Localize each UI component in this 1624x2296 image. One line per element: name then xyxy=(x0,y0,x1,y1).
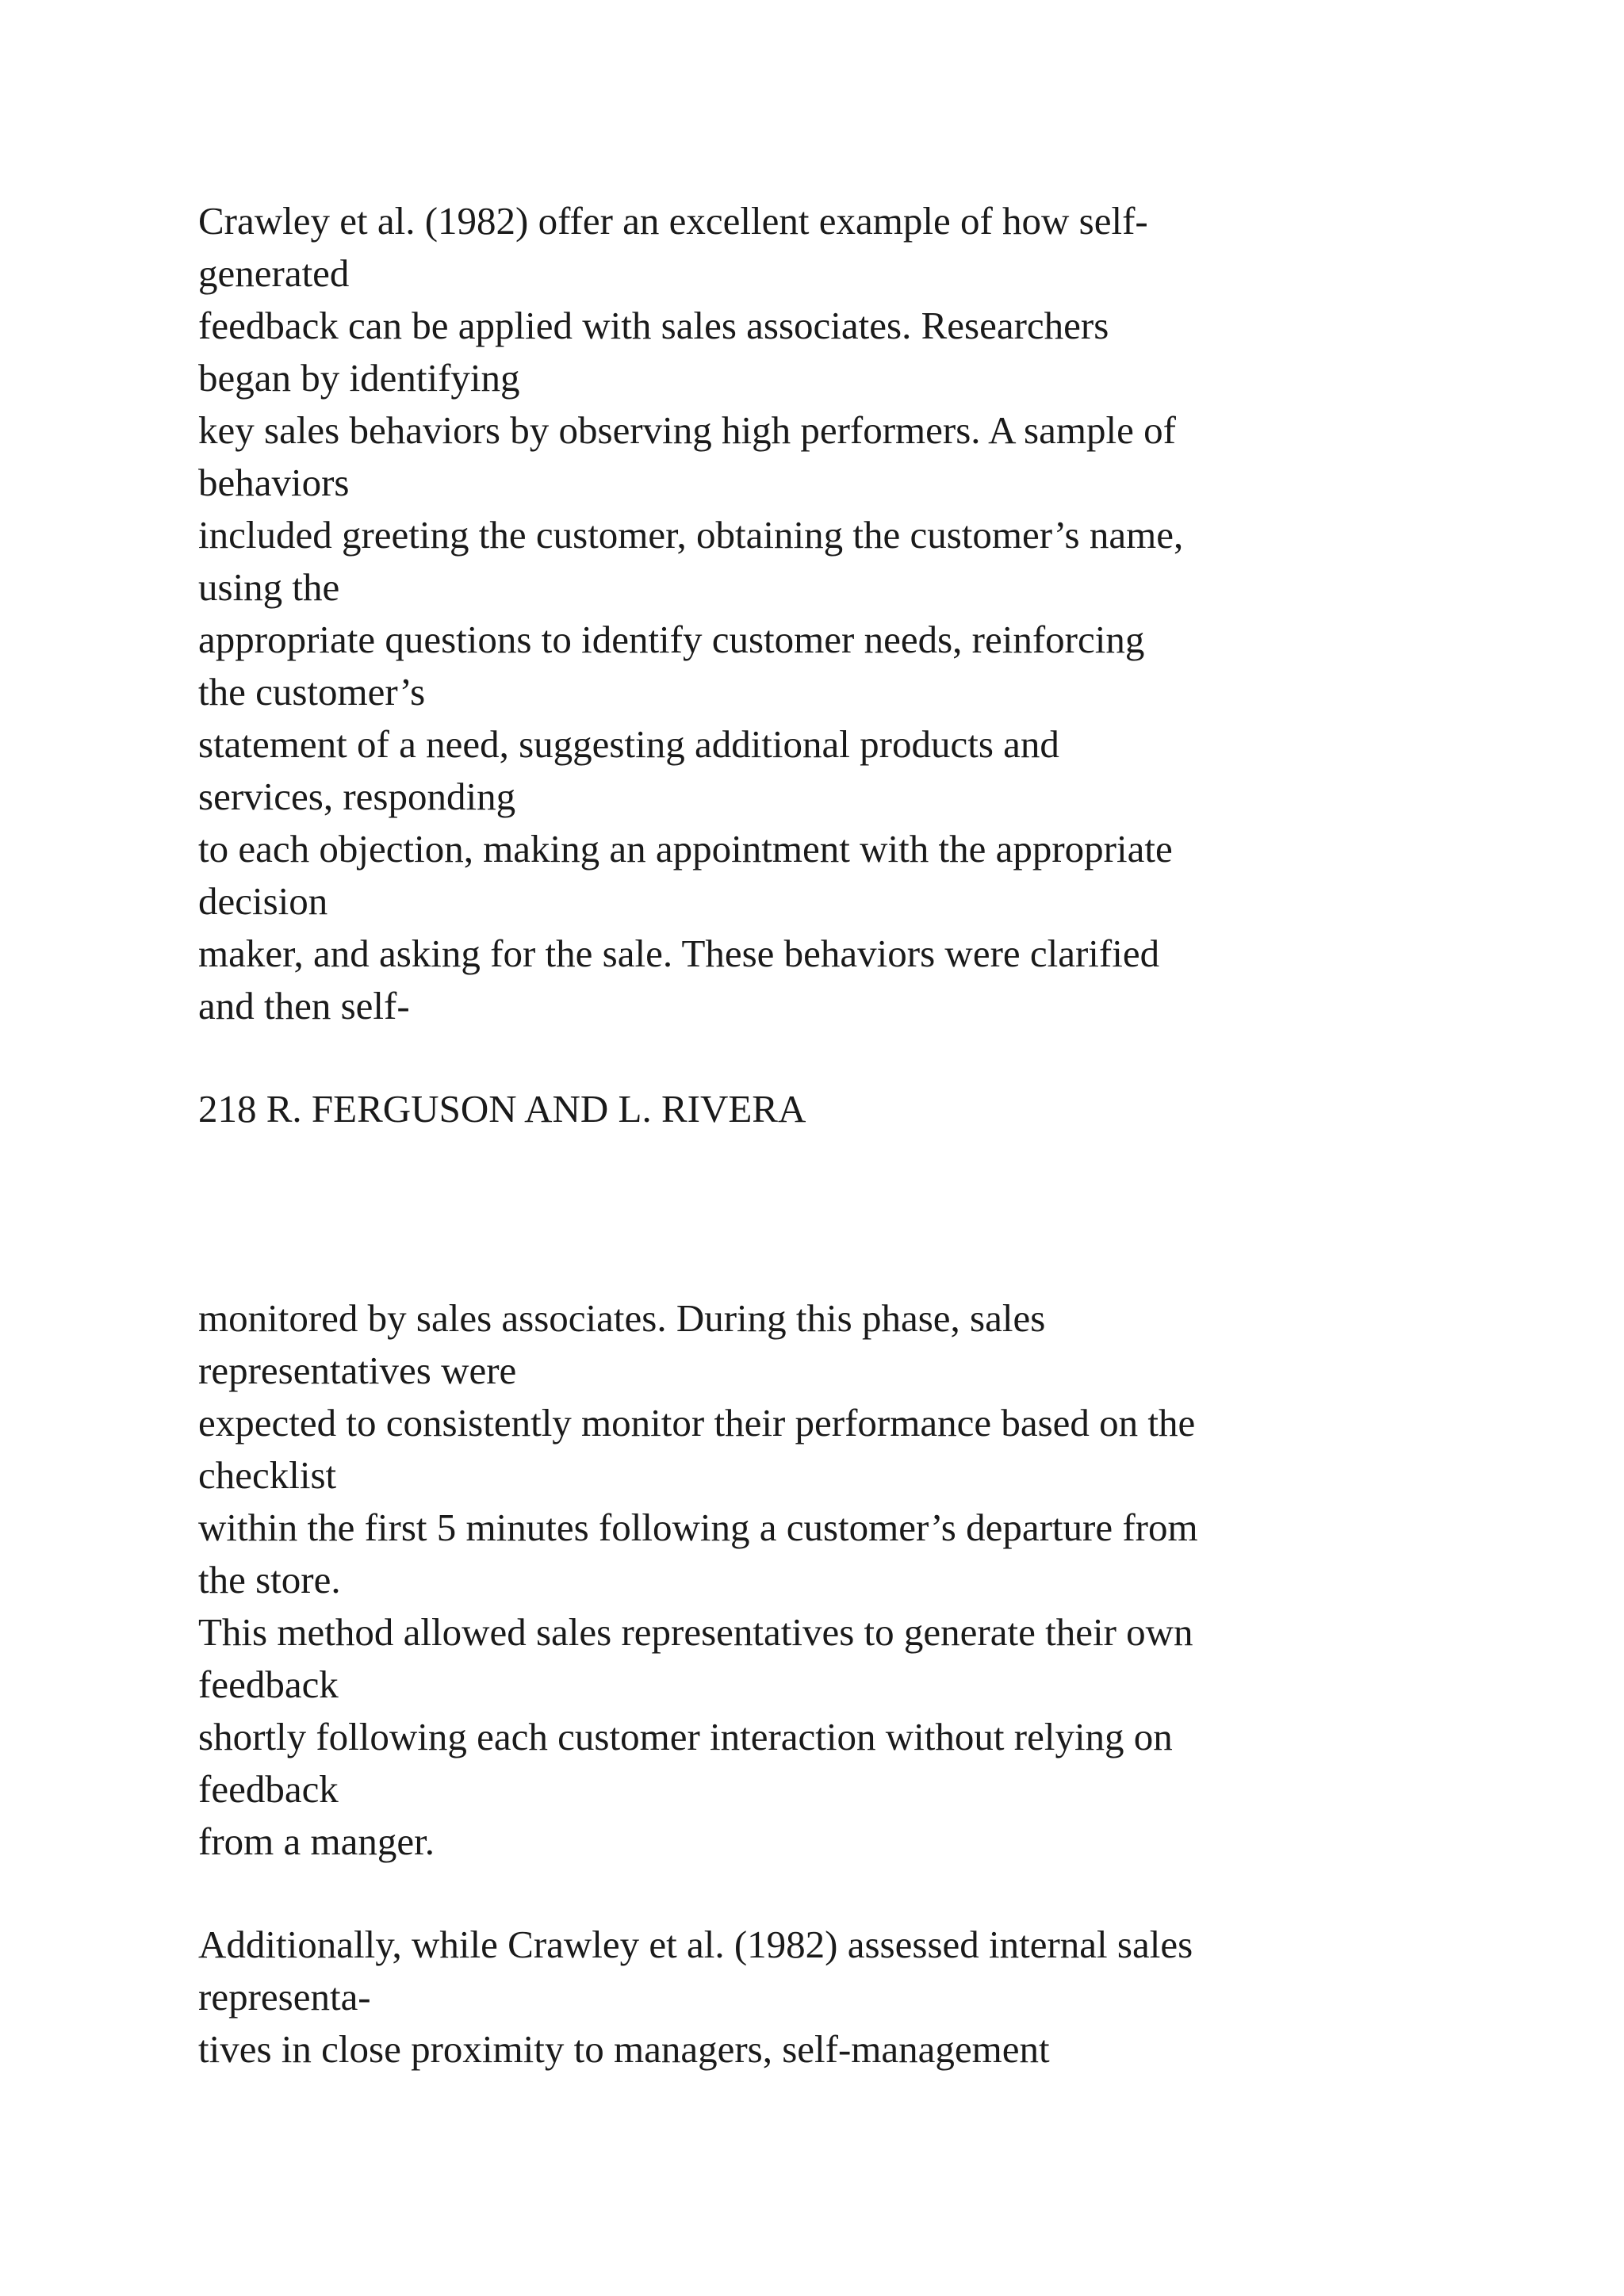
text-line: the store. xyxy=(198,1558,341,1601)
text-line: generated xyxy=(198,251,350,295)
text-line: representa- xyxy=(198,1975,371,2019)
text-line: feedback xyxy=(198,1663,339,1706)
text-line: feedback xyxy=(198,1767,339,1811)
text-line: the customer’s xyxy=(198,670,426,714)
text-line: behaviors xyxy=(198,461,350,504)
text-line: included greeting the customer, obtaining the customer’s name, xyxy=(198,513,1184,557)
text-line: services, responding xyxy=(198,775,516,818)
text-line: decision xyxy=(198,879,328,923)
text-line: to each objection, making an appointment with the appropriate xyxy=(198,827,1173,871)
text-line: Crawley et al. (1982) offer an excellent example of how self- xyxy=(198,199,1148,243)
paragraph-self-monitoring xyxy=(198,1292,1546,1868)
text-line: checklist xyxy=(198,1453,337,1497)
text-line: Additionally, while Crawley et al. (1982) assessed internal sales xyxy=(198,1923,1193,1966)
text-line: began by identifying xyxy=(198,356,520,400)
text-line: representatives were xyxy=(198,1349,517,1392)
text-line: This method allowed sales representatives to generate their own xyxy=(198,1610,1193,1654)
text-line: expected to consistently monitor their performance based on the xyxy=(198,1401,1196,1445)
text-line: within the first 5 minutes following a customer’s departure from xyxy=(198,1506,1198,1549)
text-line: maker, and asking for the sale. These behaviors were clarified xyxy=(198,932,1160,975)
text-line: using the xyxy=(198,565,340,609)
text-line: statement of a need, suggesting additional products and xyxy=(198,722,1059,766)
running-header xyxy=(198,1083,1546,1135)
text-line: shortly following each customer interaction without relying on xyxy=(198,1715,1173,1758)
text-line: monitored by sales associates. During this phase, sales xyxy=(198,1296,1046,1340)
text-line: from a manger. xyxy=(198,1820,435,1863)
paragraph-additionally xyxy=(198,1919,1546,2076)
paragraph-crawley-example xyxy=(198,195,1546,1032)
running-header-text: 218 R. FERGUSON AND L. RIVERA xyxy=(198,1087,806,1131)
text-line: appropriate questions to identify customer needs, reinforcing xyxy=(198,618,1145,661)
text-line: feedback can be applied with sales associates. Researchers xyxy=(198,304,1109,347)
text-line: and then self- xyxy=(198,984,410,1027)
text-line: key sales behaviors by observing high performers. A sample of xyxy=(198,408,1176,452)
text-line: tives in close proximity to managers, self-management xyxy=(198,2027,1050,2071)
